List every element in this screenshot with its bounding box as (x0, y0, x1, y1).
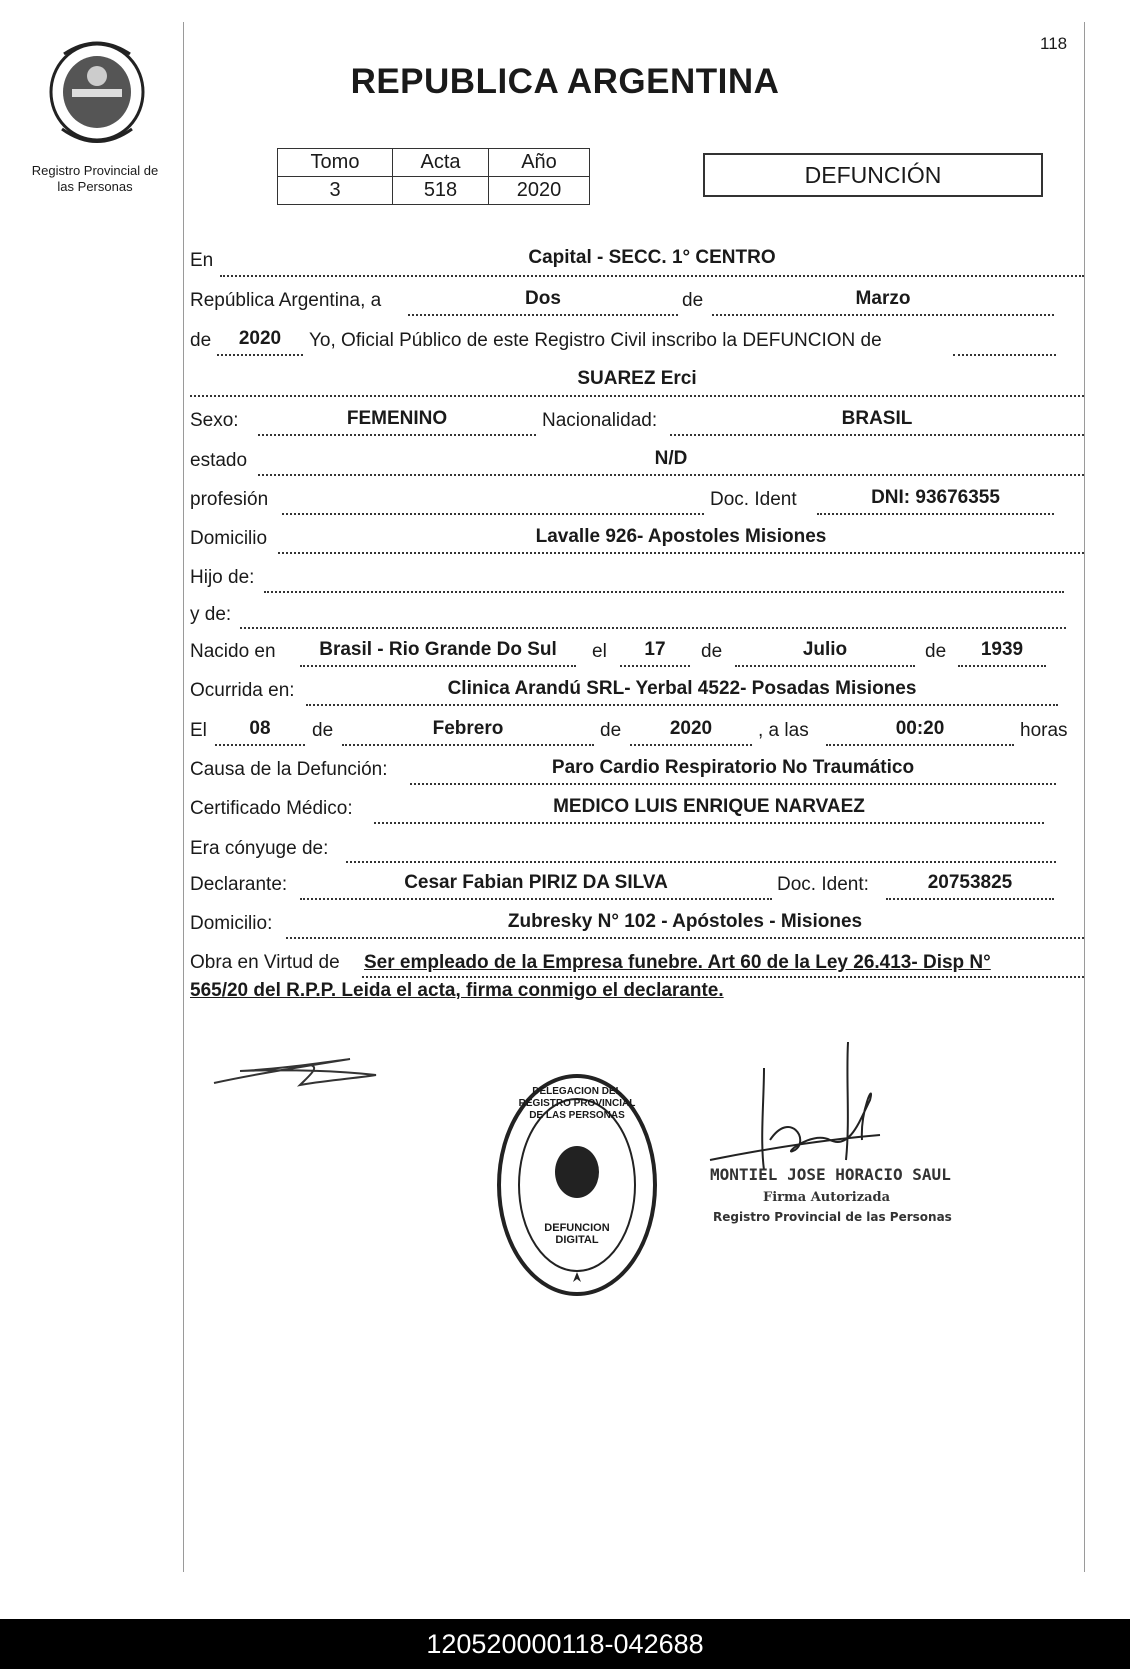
registry-caption-line1: Registro Provincial de (31, 163, 159, 178)
nacionalidad-label: Nacionalidad: (542, 410, 658, 431)
signatory-org: Registro Provincial de las Personas (713, 1210, 952, 1224)
day-value: Dos (525, 288, 561, 309)
anio-value: 2020 (489, 177, 590, 205)
dotted-line (342, 744, 594, 746)
estado-value: N/D (654, 448, 688, 469)
deceased-name-value: SUAREZ Erci (577, 368, 697, 389)
anio-label: Año (489, 149, 590, 177)
nacido-en-value: Brasil - Rio Grande Do Sul (319, 639, 557, 660)
de-label: de (600, 720, 622, 741)
dotted-line (258, 474, 1084, 476)
dotted-line (258, 434, 536, 436)
dotted-line (264, 591, 1064, 593)
dotted-line (240, 627, 1066, 629)
profesion-label: profesión (190, 489, 269, 510)
year-value: 2020 (238, 328, 282, 349)
death-year-value: 2020 (669, 718, 713, 739)
dotted-line (278, 552, 1084, 554)
doc-ident-label: Doc. Ident (710, 489, 797, 510)
dotted-line (817, 513, 1054, 515)
decl-domicilio-value: Zubresky N° 102 - Apóstoles - Misiones (507, 911, 863, 932)
dotted-line (362, 976, 1084, 978)
nacionalidad-value: BRASIL (841, 408, 913, 429)
yde-label: y de: (190, 604, 232, 625)
certificado-value: MEDICO LUIS ENRIQUE NARVAEZ (553, 796, 865, 817)
horas-label: horas (1020, 720, 1068, 741)
death-time-value: 00:20 (895, 718, 945, 739)
ocurrida-label: Ocurrida en: (190, 680, 295, 701)
domicilio-value: Lavalle 926- Apostoles Misiones (535, 526, 827, 547)
tomo-value: 3 (278, 177, 393, 205)
dotted-line (217, 354, 303, 356)
obra-line2: 565/20 del R.P.P. Leida el acta, firma conmigo el declarante. (190, 980, 724, 1001)
republica-label: República Argentina, a (190, 290, 382, 311)
dotted-line (630, 744, 752, 746)
dotted-line (282, 513, 704, 515)
causa-label: Causa de la Defunción: (190, 759, 388, 780)
stamp-outer-text: DELEGACION DEL REGISTRO PROVINCIAL DE LAS PERSONAS (518, 1086, 636, 1121)
place-value: Capital - SECC. 1° CENTRO (528, 247, 776, 268)
sexo-label: Sexo: (190, 410, 239, 431)
de-label: de (190, 330, 212, 351)
dotted-line (220, 275, 1084, 277)
en-label: En (190, 250, 214, 271)
dotted-line (712, 314, 1054, 316)
stamp-inner-text: DEFUNCION DIGITAL (544, 1222, 610, 1246)
official-stamp (495, 1072, 659, 1298)
dotted-line (735, 665, 915, 667)
de-label: de (312, 720, 334, 741)
dotted-line (958, 665, 1046, 667)
birth-day-value: 17 (644, 639, 666, 660)
page-number: 118 (1040, 34, 1068, 53)
dotted-line (826, 744, 1014, 746)
dotted-line (346, 861, 1056, 863)
footer-barcode-text: 120520000118-042688 (0, 1619, 1130, 1669)
obra-label: Obra en Virtud de (190, 952, 340, 973)
acta-value: 518 (393, 177, 489, 205)
dotted-line (286, 937, 1084, 939)
birth-year-value: 1939 (980, 639, 1024, 660)
registry-caption-line2: las Personas (57, 179, 133, 194)
alas-label: , a las (758, 720, 809, 741)
dotted-line (300, 898, 772, 900)
obra-line1: Ser empleado de la Empresa funebre. Art 60 de la Ley 26.413- Disp N° (364, 952, 991, 973)
dotted-line (886, 898, 1054, 900)
certificado-label: Certificado Médico: (190, 798, 353, 819)
page-title: REPUBLICA ARGENTINA (350, 62, 780, 101)
estado-label: estado (190, 450, 248, 471)
signatory-role: Firma Autorizada (763, 1190, 891, 1205)
acta-label: Acta (393, 149, 489, 177)
dotted-line (670, 434, 1084, 436)
dotted-line (306, 704, 1058, 706)
declarante-value: Cesar Fabian PIRIZ DA SILVA (404, 872, 668, 893)
birth-month-value: Julio (802, 639, 848, 660)
decl-doc-value: 20753825 (927, 872, 1013, 893)
declarante-label: Declarante: (190, 874, 288, 895)
conyuge-label: Era cónyuge de: (190, 838, 329, 859)
dotted-line (953, 354, 1056, 356)
dotted-line (410, 783, 1056, 785)
de-label: de (682, 290, 704, 311)
dotted-line (215, 744, 305, 746)
death-month-value: Febrero (432, 718, 504, 739)
record-table (277, 148, 590, 205)
right-margin-line (1084, 22, 1085, 1572)
domicilio-label: Domicilio (190, 528, 268, 549)
dotted-line (300, 665, 576, 667)
de-label: de (701, 641, 723, 662)
left-margin-line (183, 22, 184, 1572)
causa-value: Paro Cardio Respiratorio No Traumático (551, 757, 915, 778)
signatory-name: MONTIEL JOSE HORACIO SAUL (710, 1165, 951, 1184)
sexo-value: FEMENINO (346, 408, 448, 429)
doc-ident-value: DNI: 93676355 (871, 487, 1000, 508)
dotted-line (620, 665, 690, 667)
intro-text: Yo, Oficial Público de este Registro Civil inscribo la DEFUNCION de (309, 330, 882, 351)
decl-doc-label: Doc. Ident: (777, 874, 869, 895)
hijo-label: Hijo de: (190, 567, 255, 588)
dotted-line (190, 395, 1084, 397)
registry-caption (20, 163, 170, 195)
de-label: de (925, 641, 947, 662)
nacido-label: Nacido en (190, 641, 276, 662)
death-day-value: 08 (249, 718, 271, 739)
ocurrida-en-value: Clinica Arandú SRL- Yerbal 4522- Posadas Misiones (447, 678, 917, 699)
el-label: el (592, 641, 607, 662)
dotted-line (374, 822, 1044, 824)
tomo-label: Tomo (278, 149, 393, 177)
declarant-signature-icon (210, 1045, 380, 1095)
decl-domicilio-label: Domicilio: (190, 913, 273, 934)
el-label: El (190, 720, 207, 741)
dotted-line (408, 314, 678, 316)
document-type-box: DEFUNCIÓN (703, 153, 1043, 197)
month-value: Marzo (855, 288, 911, 309)
